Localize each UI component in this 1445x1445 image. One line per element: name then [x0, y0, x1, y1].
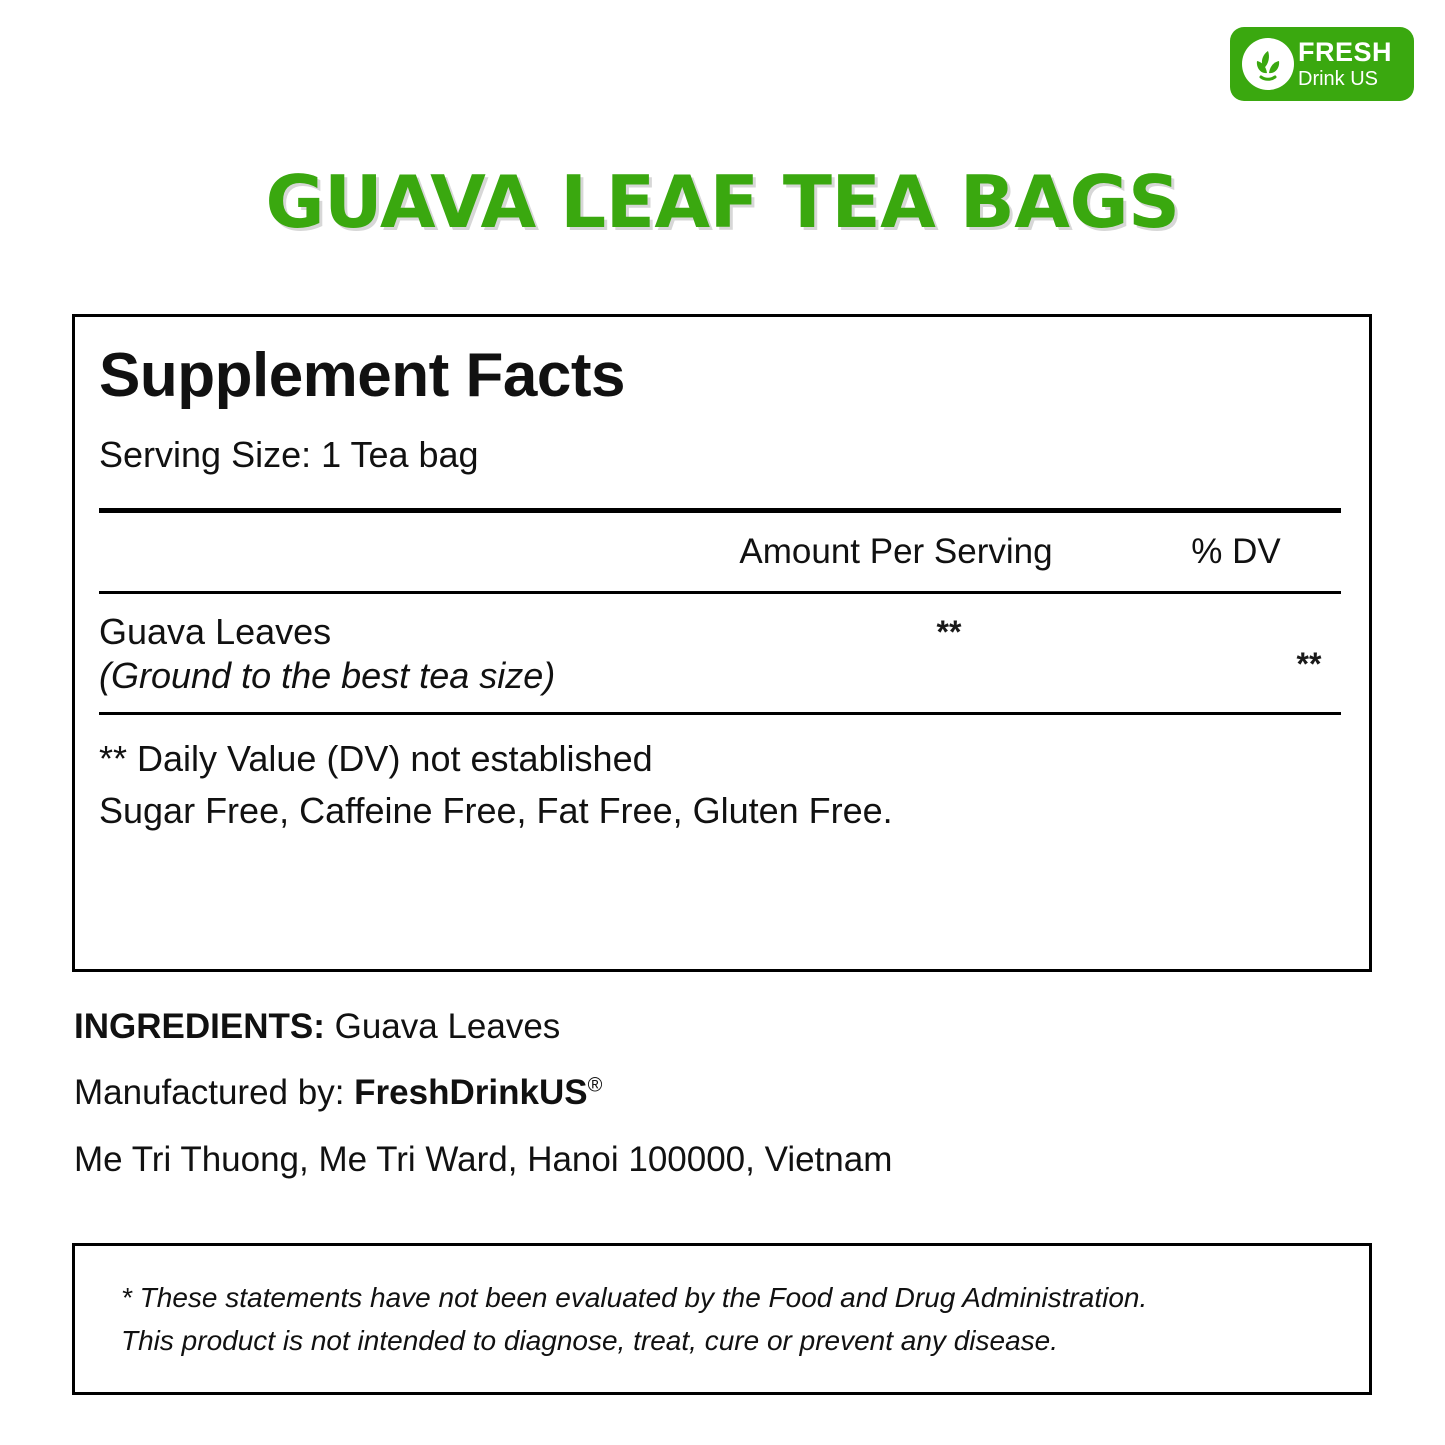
registered-mark: ® [587, 1074, 603, 1097]
product-info-block [74, 1000, 1394, 1199]
manufactured-by-label: Manufactured by: [74, 1073, 345, 1113]
disclaimer-line-2: This product is not intended to diagnose, treat, cure or prevent any disease. [121, 1325, 1059, 1356]
manufacturer-name: FreshDrinkUS [354, 1073, 588, 1113]
brand-logo-text [1298, 39, 1392, 89]
nutrient-amount: ** [936, 614, 962, 651]
brand-logo [1230, 27, 1414, 101]
fda-disclaimer-box [72, 1243, 1372, 1395]
facts-column-headers [99, 513, 1341, 591]
table-row [99, 594, 1341, 712]
manufacturer-line [74, 1066, 1394, 1120]
column-header-dv: % DV [1191, 532, 1281, 572]
nutrient-note: (Ground to the best tea size) [99, 655, 556, 696]
nutrient-dv: ** [1296, 646, 1322, 683]
column-header-amount: Amount Per Serving [739, 532, 1053, 572]
supplement-facts-panel [72, 314, 1372, 972]
ingredients-label: INGREDIENTS: [74, 1007, 325, 1046]
page-title: GUAVA LEAF TEA BAGS [265, 160, 1180, 244]
facts-footnotes [99, 715, 1341, 837]
brand-name-line1: FRESH [1298, 37, 1393, 67]
serving-size: Serving Size: 1 Tea bag [99, 434, 479, 476]
manufacturer-address: Me Tri Thuong, Me Tri Ward, Hanoi 100000, Vietnam [74, 1139, 893, 1179]
nutrient-name-block [99, 610, 555, 698]
nutrient-name: Guava Leaves [99, 611, 332, 653]
brand-name-line2: Drink US [1298, 68, 1379, 90]
leaf-icon [1240, 36, 1296, 92]
supplement-facts-heading: Supplement Facts [99, 341, 625, 410]
footnote-dv: ** Daily Value (DV) not established [99, 737, 653, 779]
ingredients-value: Guava Leaves [334, 1007, 561, 1046]
footnote-free-claims: Sugar Free, Caffeine Free, Fat Free, Gluten Free. [99, 790, 893, 832]
disclaimer-line-1: * These statements have not been evaluated by the Food and Drug Administration. [121, 1281, 1148, 1313]
ingredients-line [74, 1000, 1394, 1054]
